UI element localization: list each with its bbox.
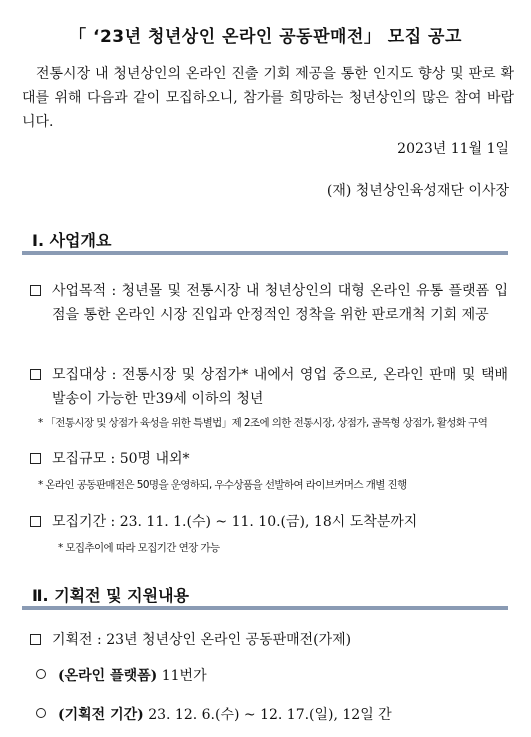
exhibition-item	[30, 628, 508, 652]
platform-value: 11번가	[161, 668, 207, 684]
target-item	[30, 363, 508, 411]
circle-bullet-icon	[36, 708, 46, 718]
checkbox-square-icon	[30, 516, 41, 527]
section-1-title: Ⅰ. 사업개요	[32, 231, 112, 250]
announcement-date: 2023년 11월 1일	[397, 141, 509, 157]
checkbox-square-icon	[30, 453, 41, 464]
target-text: 모집대상 : 전통시장 및 상점가* 내에서 영업 중으로, 온라인 판매 및 택배 발송이 가능한 만39세 이하의 청년	[52, 367, 508, 407]
issuer: (재) 청년상인육성재단 이사장	[326, 183, 509, 199]
period-text: 모집기간 : 23. 11. 1.(수) ~ 11. 10.(금), 18시 도착분까지	[52, 514, 418, 530]
section-2-divider	[22, 606, 508, 610]
section-2-title: Ⅱ. 기획전 및 지원내용	[32, 586, 189, 605]
scale-item	[30, 447, 508, 471]
period-note: * 모집추이에 따라 모집기간 연장 가능	[58, 542, 220, 554]
exhibition-period-value: 23. 12. 6.(수) ~ 12. 17.(일), 12일 간	[148, 707, 392, 723]
exhibition-text: 기획전 : 23년 청년상인 온라인 공동판매전(가제)	[52, 632, 352, 648]
intro-paragraph: 전통시장 내 청년상인의 온라인 진출 기회 제공을 통한 인지도 향상 및 판로 확대를 위해 다음과 같이 모집하오니, 참가를 희망하는 청년상인의 많은 참여 바랍니다.	[22, 66, 514, 130]
checkbox-square-icon	[30, 369, 41, 380]
platform-label: (온라인 플랫폼)	[58, 668, 158, 684]
target-note: * 「전통시장 및 상점가 육성을 위한 특별법」제 2조에 의한 전통시장, 상점가, 골목형 상점가, 활성화 구역	[38, 417, 488, 429]
checkbox-square-icon	[30, 634, 41, 645]
purpose-item	[30, 279, 508, 327]
platform-item	[36, 665, 207, 685]
period-item	[30, 510, 508, 534]
purpose-text: 사업목적 : 청년몰 및 전통시장 내 청년상인의 대형 온라인 유통 플랫폼 입점을 통한 온라인 시장 진입과 안정적인 정착을 위한 판로개척 기회 제공	[52, 283, 508, 323]
circle-bullet-icon	[36, 669, 46, 679]
exhibition-period-label: (기획전 기간)	[58, 707, 144, 723]
scale-note: * 온라인 공동판매전은 50명을 운영하되, 우수상품을 선발하여 라이브커머스 개별 진행	[38, 479, 407, 491]
scale-text: 모집규모 : 50명 내외*	[52, 451, 190, 467]
section-1-divider	[22, 251, 508, 255]
checkbox-square-icon	[30, 285, 41, 296]
page-title: 「 ‘23년 청년상인 온라인 공동판매전」 모집 공고	[69, 27, 462, 47]
exhibition-period-item	[36, 704, 392, 724]
